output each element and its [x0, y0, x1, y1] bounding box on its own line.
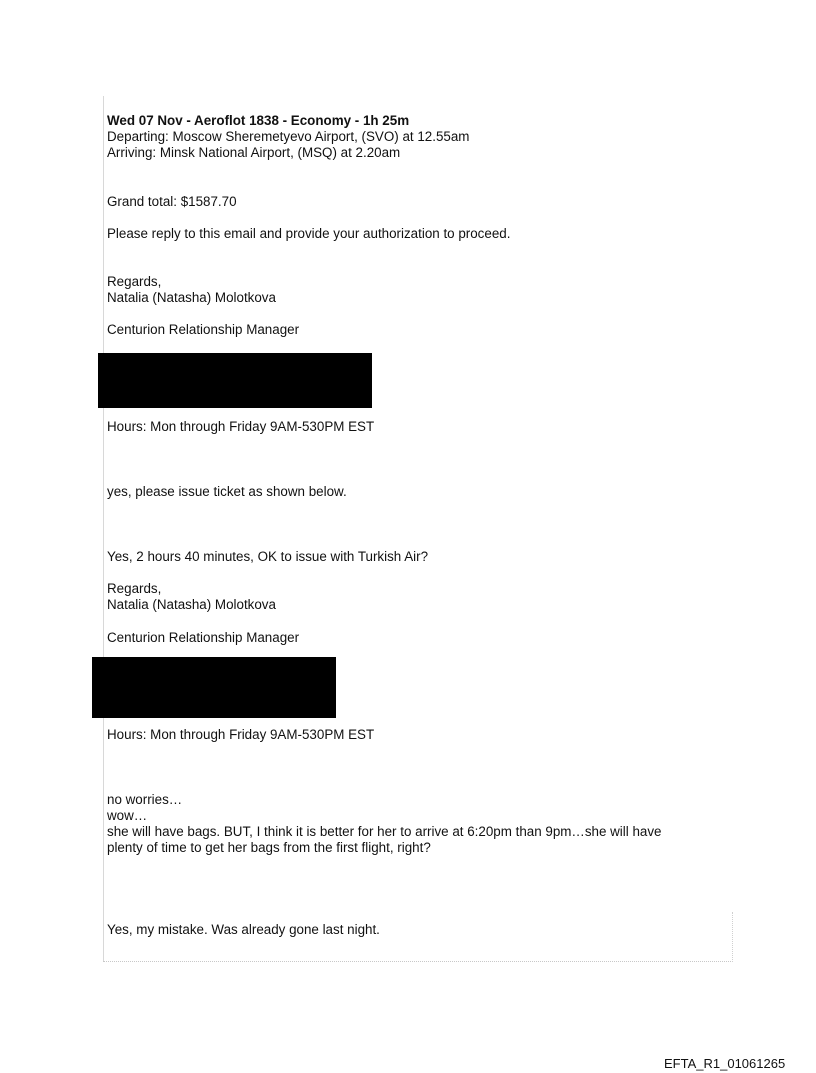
- quote-border-right: [732, 912, 734, 962]
- reply-bags-line-2: wow…: [107, 808, 148, 823]
- quote-border-bottom: [103, 961, 733, 963]
- reply-bags-line-3: she will have bags. BUT, I think it is better for her to arrive at 6:20pm than 9pm…she will have: [107, 824, 662, 839]
- flight-header: Wed 07 Nov - Aeroflot 1838 - Economy - 1h 25m: [107, 113, 410, 128]
- redaction-block: [92, 657, 336, 718]
- flight-arriving: Arriving: Minsk National Airport, (MSQ) at 2.20am: [107, 145, 401, 160]
- signature-name: Natalia (Natasha) Molotkova: [107, 597, 276, 612]
- signature-regards: Regards,: [107, 581, 162, 596]
- signature-hours: Hours: Mon through Friday 9AM-530PM EST: [107, 727, 375, 742]
- reply-issue-ticket: yes, please issue ticket as shown below.: [107, 484, 347, 499]
- reply-bags-line-4: plenty of time to get her bags from the first flight, right?: [107, 840, 431, 855]
- grand-total: Grand total: $1587.70: [107, 194, 237, 209]
- document-id: EFTA_R1_01061265: [664, 1056, 786, 1071]
- signature-title: Centurion Relationship Manager: [107, 322, 300, 337]
- reply-bags-line-1: no worries…: [107, 792, 183, 807]
- signature-regards: Regards,: [107, 274, 162, 289]
- reply-turkish-air: Yes, 2 hours 40 minutes, OK to issue with Turkish Air?: [107, 549, 429, 564]
- signature-title: Centurion Relationship Manager: [107, 630, 300, 645]
- flight-departing: Departing: Moscow Sheremetyevo Airport, (SVO) at 12.55am: [107, 129, 470, 144]
- signature-name: Natalia (Natasha) Molotkova: [107, 290, 276, 305]
- authorization-request: Please reply to this email and provide your authorization to proceed.: [107, 226, 511, 241]
- redaction-block: [98, 353, 372, 408]
- reply-mistake: Yes, my mistake. Was already gone last night.: [107, 922, 380, 937]
- signature-hours: Hours: Mon through Friday 9AM-530PM EST: [107, 419, 375, 434]
- quote-border-left: [103, 96, 104, 962]
